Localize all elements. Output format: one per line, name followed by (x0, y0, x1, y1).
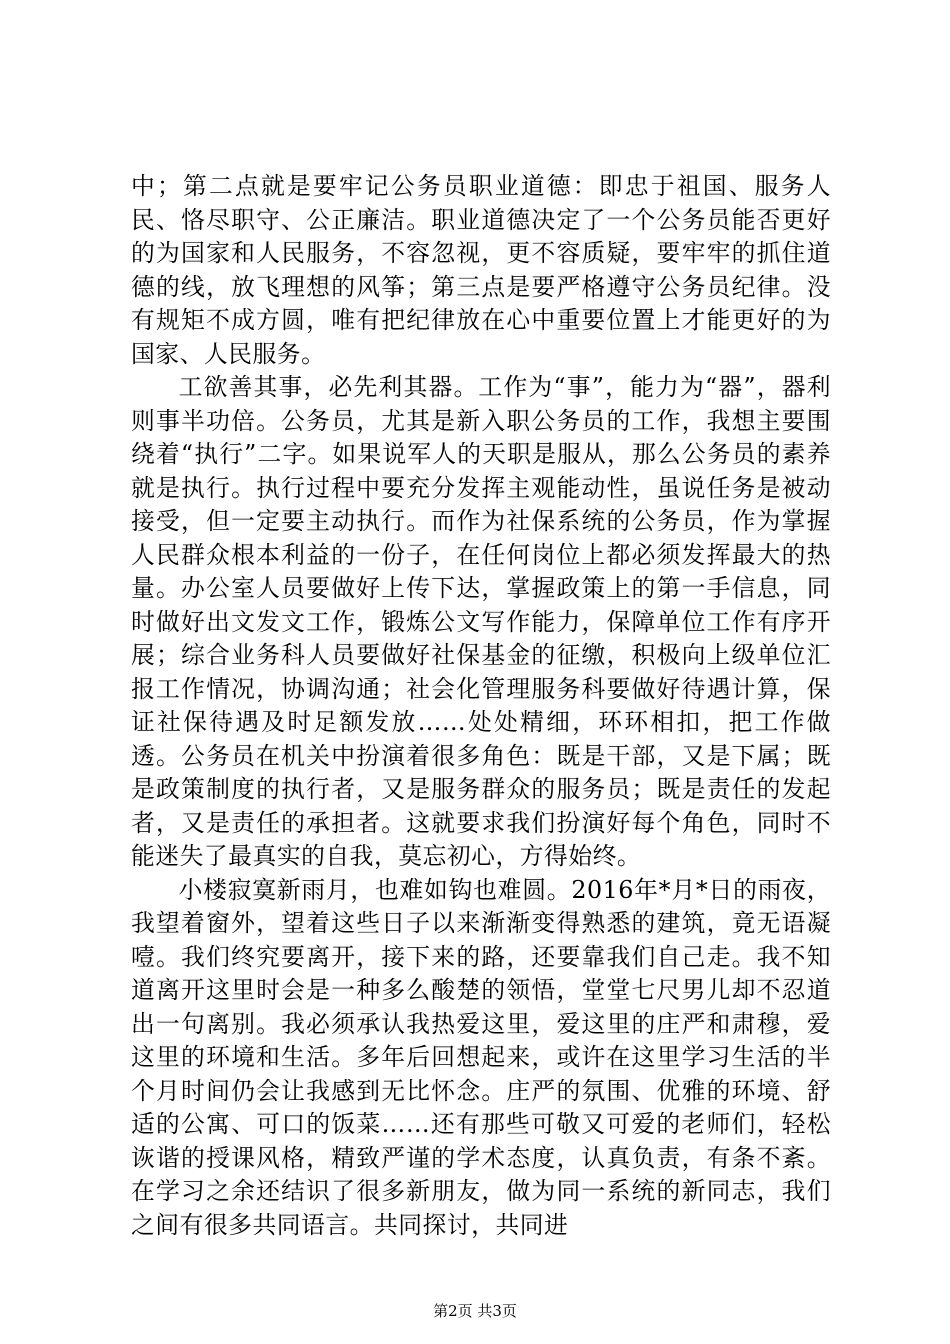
paragraph-2: 工欲善其事，必先利其器。工作为“事”，能力为“器”，器利则事半功倍。公务员，尤其是新入职公务员的工作，我想主要围绕着“执行”二字。如果说军人的天职是服从，那么公务员的素养就是执行。执行过程中要充分发挥主观能动性，虽说任务是被动接受，但一定要主动执行。而作为社保系统的公务员，作为掌握人民群众根本利益的一份子，在任何岗位上都必须发挥最大的热量。办公室人员要做好上传下达，掌握政策上的第一手信息，同时做好出文发文工作，锻炼公文写作能力，保障单位工作有序开展；综合业务科人员要做好社保基金的征缴，积极向上级单位汇报工作情况，协调沟通；社会化管理服务科要做好待遇计算，保证社保待遇及时足额发放……处处精细，环环相扣，把工作做透。公务员在机关中扮演着很多角色：既是干部，又是下属；既是政策制度的执行者，又是服务群众的服务员；既是责任的发起者，又是责任的承担者。这就要求我们扮演好每个角色，同时不能迷失了最真实的自我，莫忘初心，方得始终。 (131, 373, 831, 870)
document-body (131, 170, 831, 1242)
paragraph-1: 中；第二点就是要牢记公务员职业道德：即忠于祖国、服务人民、恪尽职守、公正廉洁。职业道德决定了一个公务员能否更好的为国家和人民服务，不容忽视，更不容质疑，要牢牢的抓住道德的线，放飞理想的风筝；第三点是要严格遵守公务员纪律。没有规矩不成方圆，唯有把纪律放在心中重要位置上才能更好的为国家、人民服务。 (131, 172, 831, 368)
page-footer: 第2页 共3页 (433, 1302, 517, 1320)
paragraph-3: 小楼寂寞新雨月，也难如钩也难圆。2016年*月*日的雨夜，我望着窗外，望着这些日子以来渐渐变得熟悉的建筑，竟无语凝噎。我们终究要离开，接下来的路，还要靠我们自己走。我不知道离开这里时会是一种多么酸楚的领悟，堂堂七尺男儿却不忍道出一句离别。我必须承认我热爱这里，爱这里的庄严和肃穆，爱这里的环境和生活。多年后回想起来，或许在这里学习生活的半个月时间仍会让我感到无比怀念。庄严的氛围、优雅的环境、舒适的公寓、可口的饭菜……还有那些可敬又可爱的老师们，轻松诙谐的授课风格，精致严谨的学术态度，认真负责，有条不紊。在学习之余还结识了很多新朋友，做为同一系统的新同志，我们之间有很多共同语言。共同探讨，共同进 (131, 875, 831, 1239)
